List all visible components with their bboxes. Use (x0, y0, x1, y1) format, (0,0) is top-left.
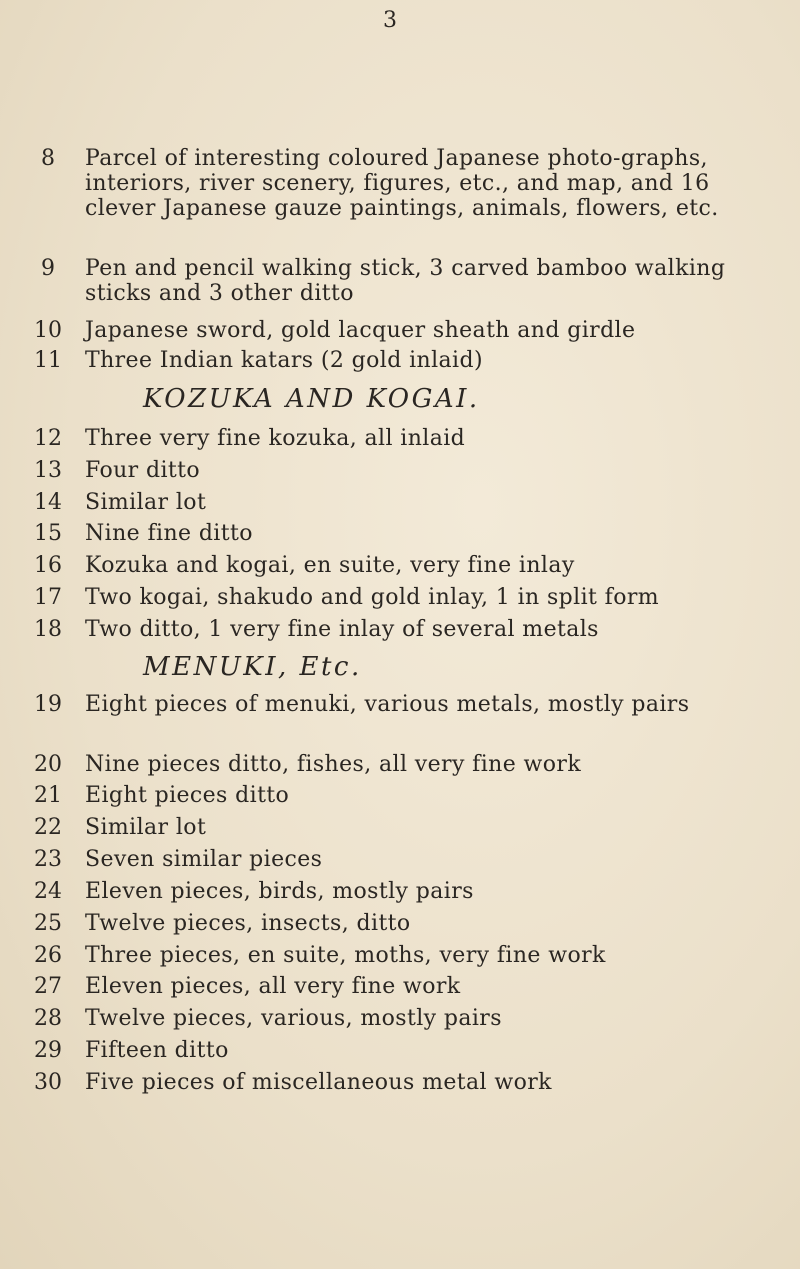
lot-number: 11 (34, 348, 62, 373)
lot-number: 26 (34, 943, 62, 968)
lot-description: Similar lot (85, 490, 207, 515)
lot-number: 21 (34, 783, 62, 808)
lot-description: Four ditto (85, 458, 201, 483)
lot-description: Parcel of interesting coloured Japanese photo-graphs, interiors, river scenery, figures, etc., and map, and 16 clever Japanese gauze paintings, animals, flowers, etc. (85, 146, 719, 221)
lot-number: 13 (34, 458, 62, 483)
lot-number: 8 (41, 146, 55, 171)
lot-description: Twelve pieces, insects, ditto (85, 911, 411, 936)
lot-number: 12 (34, 426, 62, 451)
lot-description: Nine fine ditto (85, 521, 253, 546)
lot-number: 24 (34, 879, 62, 904)
section-heading-kozuka: KOZUKA AND KOGAI. (143, 384, 480, 414)
lot-description: Fifteen ditto (85, 1038, 229, 1063)
lot-number: 28 (34, 1006, 62, 1031)
lot-description: Three pieces, en suite, moths, very fine work (85, 943, 606, 968)
lot-description: Three Indian katars (2 gold inlaid) (85, 348, 483, 373)
lot-description: Eleven pieces, birds, mostly pairs (85, 879, 474, 904)
lot-number: 17 (34, 585, 62, 610)
page-number: 3 (383, 8, 397, 33)
lot-description: Eleven pieces, all very fine work (85, 974, 461, 999)
lot-number: 27 (34, 974, 62, 999)
lot-number: 14 (34, 490, 62, 515)
lot-description: Twelve pieces, various, mostly pairs (85, 1006, 502, 1031)
lot-description: Three very fine kozuka, all inlaid (85, 426, 466, 451)
lot-description: Eight pieces of menuki, various metals, mostly pairs (85, 692, 690, 717)
lot-description: Kozuka and kogai, en suite, very fine inlay (85, 553, 575, 578)
lot-description: Two ditto, 1 very fine inlay of several metals (85, 617, 599, 642)
lot-description: Seven similar pieces (85, 847, 323, 872)
lot-number: 10 (34, 318, 62, 343)
section-heading-menuki: MENUKI, Etc. (143, 652, 362, 682)
lot-number: 18 (34, 617, 62, 642)
lot-number: 30 (34, 1070, 62, 1095)
lot-number: 23 (34, 847, 62, 872)
lot-number: 25 (34, 911, 62, 936)
lot-description: Nine pieces ditto, fishes, all very fine work (85, 752, 582, 777)
lot-description: Pen and pencil walking stick, 3 carved bamboo walking sticks and 3 other ditto (85, 256, 726, 306)
lot-number: 16 (34, 553, 62, 578)
lot-description: Five pieces of miscellaneous metal work (85, 1070, 552, 1095)
lot-description: Japanese sword, gold lacquer sheath and girdle (85, 318, 636, 343)
lot-description: Similar lot (85, 815, 207, 840)
lot-description: Two kogai, shakudo and gold inlay, 1 in split form (85, 585, 660, 610)
lot-number: 19 (34, 692, 62, 717)
lot-number: 22 (34, 815, 62, 840)
lot-number: 20 (34, 752, 62, 777)
lot-description: Eight pieces ditto (85, 783, 290, 808)
lot-number: 15 (34, 521, 62, 546)
lot-number: 29 (34, 1038, 62, 1063)
lot-number: 9 (41, 256, 55, 281)
